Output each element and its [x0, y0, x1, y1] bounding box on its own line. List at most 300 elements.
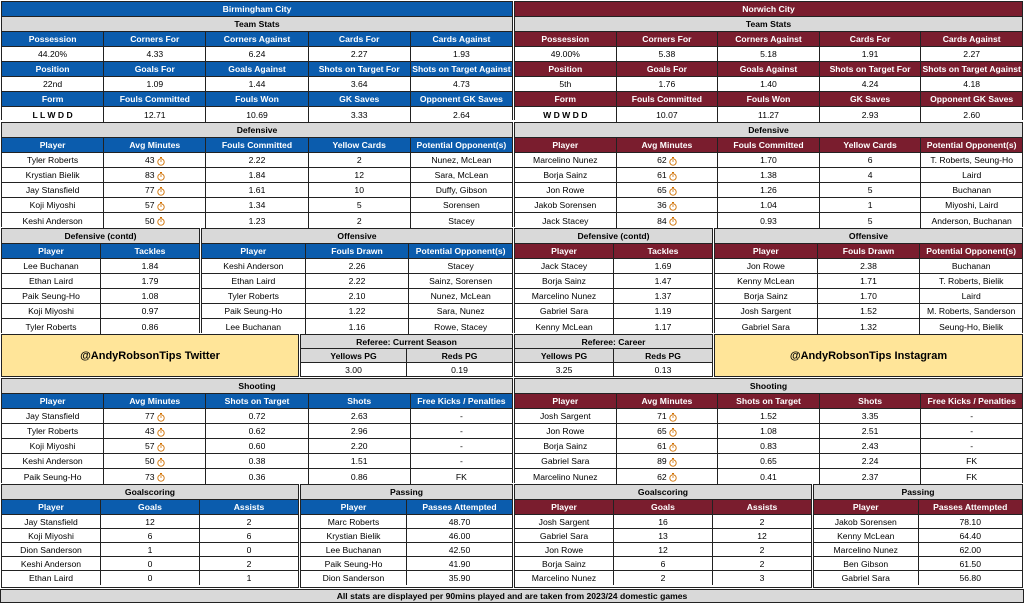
player-name — [515, 529, 614, 542]
section-title: Shooting — [515, 379, 1022, 393]
cell-value — [718, 454, 820, 468]
instagram-handle[interactable]: @AndyRobsonTips Instagram — [715, 335, 1022, 376]
cell-value — [820, 469, 922, 484]
stat-header: Position — [515, 62, 617, 76]
cell-value — [411, 168, 512, 182]
cell-text: 2 — [660, 573, 666, 583]
cell-value — [101, 529, 200, 542]
player-name — [202, 304, 306, 318]
footer-note: All stats are displayed per 90mins played and are taken from 2023/24 domestic games — [0, 589, 1024, 603]
cell-value — [920, 274, 1022, 288]
table-row — [715, 274, 1022, 289]
cell-text: 1.61 — [248, 185, 266, 195]
cell-text: 89 — [657, 456, 667, 466]
cell-value — [921, 168, 1022, 182]
table-row — [515, 439, 1022, 454]
cell-text: 2.51 — [861, 426, 879, 436]
cell-value — [713, 571, 811, 585]
cell-text: 2.24 — [861, 456, 879, 466]
cell-text: Marcelino Nunez — [833, 544, 898, 555]
cell-text: Paik Seung-Ho — [23, 471, 82, 482]
cell-text: 61.50 — [959, 558, 981, 569]
cell-value — [409, 259, 512, 273]
cell-value — [617, 439, 719, 453]
cell-value — [617, 409, 719, 423]
home-defensive-contd — [1, 228, 200, 333]
cell-text: 1.51 — [350, 456, 368, 466]
player-name — [515, 424, 617, 438]
cell-text: 41.90 — [448, 558, 471, 569]
cell-text: Kenny McLean — [737, 276, 795, 286]
cell-value — [614, 319, 712, 334]
cell-text: 36 — [657, 200, 667, 210]
cell-value — [306, 319, 410, 334]
col-header: Player — [2, 138, 104, 152]
cell-value — [101, 515, 200, 528]
col-header: Shots — [309, 394, 411, 408]
player-name — [715, 259, 818, 273]
cell-text: 5 — [356, 200, 362, 210]
cell-text: 2.10 — [348, 291, 366, 301]
cell-value — [104, 153, 206, 167]
table-row — [2, 319, 199, 334]
cell-text: M. Roberts, Sanderson — [926, 306, 1016, 316]
stat-value: 3.33 — [309, 107, 411, 122]
home-goalscoring — [1, 484, 299, 588]
reds-label: Reds PG — [614, 349, 712, 362]
stat-header: Fouls Committed — [104, 92, 206, 106]
section-title: Shooting — [2, 379, 512, 393]
cell-text: Ethan Laird — [29, 276, 73, 286]
cell-text: 1.52 — [760, 411, 777, 421]
cell-text: 83 — [145, 170, 155, 180]
cell-value — [101, 319, 199, 334]
cell-text: FK — [455, 471, 467, 482]
cell-text: 3 — [759, 573, 765, 583]
table-row — [2, 304, 199, 319]
cell-value — [104, 168, 206, 182]
table-row — [515, 183, 1022, 198]
cell-value — [921, 454, 1022, 468]
table-row — [2, 213, 512, 228]
col-header: Player — [715, 244, 818, 258]
stat-header: Corners Against — [206, 32, 308, 46]
cell-value — [309, 153, 411, 167]
cell-text: Gabriel Sara — [539, 530, 589, 541]
cell-value — [104, 198, 206, 212]
cell-value — [309, 183, 411, 197]
table-row — [515, 198, 1022, 213]
cell-text: - — [970, 441, 974, 451]
cell-value — [407, 529, 512, 542]
cell-value — [206, 153, 308, 167]
reds-label: Reds PG — [407, 349, 512, 362]
stat-value: 49.00% — [515, 47, 617, 61]
cell-text: 1.32 — [860, 321, 877, 332]
table-row — [2, 153, 512, 168]
cell-text: Sainz, Sorensen — [429, 276, 493, 286]
cell-value — [104, 454, 206, 468]
table-row — [814, 515, 1022, 529]
table-row — [814, 557, 1022, 571]
cell-text: 1.17 — [654, 321, 672, 332]
table-row — [814, 543, 1022, 557]
cell-text: 1.04 — [760, 200, 777, 210]
cell-value — [206, 469, 308, 484]
col-header: Potential Opponent(s) — [409, 244, 512, 258]
cell-value — [306, 259, 410, 273]
cell-text: Josh Sargent — [539, 411, 591, 421]
table-row — [515, 469, 1022, 484]
stat-header: Corners For — [104, 32, 206, 46]
cell-text: 2.96 — [350, 426, 368, 436]
player-name — [515, 543, 614, 556]
player-name — [515, 319, 614, 334]
cell-text: 1 — [147, 544, 153, 555]
cell-text: Borja Sainz — [543, 170, 588, 180]
player-name — [515, 557, 614, 570]
cell-text: 12 — [354, 170, 364, 180]
cell-value — [306, 289, 410, 303]
cell-text: 0.86 — [350, 471, 368, 482]
cell-text: Tyler Roberts — [27, 155, 79, 165]
col-header: Fouls Drawn — [306, 244, 410, 258]
cell-value — [921, 183, 1022, 197]
player-name — [515, 469, 617, 484]
cell-value — [718, 213, 820, 228]
cell-text: Jack Stacey — [540, 261, 588, 271]
cell-text: Marcelino Nunez — [533, 471, 598, 482]
cell-value — [101, 571, 200, 585]
cell-text: 2 — [356, 215, 362, 226]
cell-text: 61 — [657, 170, 667, 180]
cell-value — [206, 183, 308, 197]
cell-text: 2.22 — [248, 155, 266, 165]
cell-text: 64.40 — [959, 530, 981, 541]
cell-value — [820, 409, 922, 423]
cell-text: Buchanan — [951, 261, 991, 271]
stopwatch-icon — [669, 172, 677, 181]
player-name — [515, 259, 614, 273]
cell-text: 2.37 — [861, 471, 879, 482]
cell-value — [104, 424, 206, 438]
col-header: Player — [515, 394, 617, 408]
cell-value — [309, 409, 411, 423]
col-header: Player — [515, 244, 614, 258]
col-header: Player — [814, 500, 919, 514]
stat-value: 1.40 — [718, 77, 820, 91]
table-row — [2, 274, 199, 289]
player-name — [515, 304, 614, 318]
cell-value — [818, 304, 921, 318]
cell-text: 10 — [354, 185, 364, 195]
cell-text: 2.26 — [348, 261, 366, 271]
col-header: Yellow Cards — [820, 138, 922, 152]
table-row — [515, 557, 811, 571]
cell-text: Duffy, Gibson — [435, 185, 488, 195]
cell-text: Jon Rowe — [544, 544, 584, 555]
cell-value — [101, 274, 199, 288]
stat-header: Form — [2, 92, 104, 106]
cell-text: 57 — [145, 200, 155, 210]
cell-text: 2 — [246, 516, 252, 527]
table-row — [2, 183, 512, 198]
cell-value — [718, 153, 820, 167]
cell-text: 12 — [757, 530, 767, 541]
cell-text: Sara, Nunez — [436, 306, 485, 316]
cell-text: 2.63 — [350, 411, 368, 421]
stat-header: Opponent GK Saves — [921, 92, 1022, 106]
referee-career-title: Referee: Career — [515, 335, 712, 348]
stopwatch-icon — [669, 473, 677, 482]
stat-value: 5.38 — [617, 47, 719, 61]
player-name — [814, 557, 919, 570]
cell-text: 62 — [657, 155, 667, 165]
player-name — [301, 515, 407, 528]
col-header: Fouls Committed — [206, 138, 308, 152]
table-row — [2, 424, 512, 439]
col-header: Assists — [713, 500, 811, 514]
player-name — [2, 304, 101, 318]
cell-text: 1.84 — [248, 170, 266, 180]
stat-value: 12.71 — [104, 107, 206, 122]
table-row — [2, 515, 298, 529]
cell-text: 2.43 — [861, 441, 879, 451]
cell-text: 6 — [867, 155, 873, 165]
stat-header: Possession — [515, 32, 617, 46]
cell-value — [919, 515, 1023, 528]
away-shooting — [514, 378, 1023, 483]
stat-value: 5.18 — [718, 47, 820, 61]
cell-text: 35.90 — [448, 573, 471, 583]
player-name — [202, 259, 306, 273]
cell-text: - — [970, 411, 974, 421]
stopwatch-icon — [669, 413, 677, 422]
player-name — [2, 289, 101, 303]
cell-text: Paik Seung-Ho — [324, 558, 383, 569]
twitter-handle[interactable]: @AndyRobsonTips Twitter — [2, 335, 298, 376]
player-name — [2, 153, 104, 167]
stopwatch-icon — [157, 428, 165, 437]
section-title: Offensive — [202, 229, 512, 243]
cell-text: 50 — [145, 215, 155, 226]
player-name — [301, 529, 407, 542]
col-header: Goals — [101, 500, 200, 514]
stat-header: Cards Against — [921, 32, 1022, 46]
cell-value — [200, 557, 298, 570]
cell-text: 2.20 — [350, 441, 368, 451]
cell-text: Gabriel Sara — [541, 456, 590, 466]
cell-text: Ben Gibson — [843, 558, 889, 569]
cell-value — [206, 454, 308, 468]
table-row — [515, 304, 712, 319]
col-header: Player — [2, 244, 101, 258]
cell-text: - — [970, 426, 974, 436]
cell-text: Jay Stansfield — [24, 516, 78, 527]
table-row — [515, 515, 811, 529]
player-name — [202, 289, 306, 303]
player-name — [515, 454, 617, 468]
cell-text: 12 — [658, 544, 668, 555]
section-title: Goalscoring — [2, 485, 298, 499]
cell-text: Marcelino Nunez — [533, 155, 598, 165]
cell-text: Keshi Anderson — [20, 558, 82, 569]
cell-value — [920, 304, 1022, 318]
cell-text: FK — [966, 456, 978, 466]
cell-value — [101, 304, 199, 318]
stat-value: 2.27 — [309, 47, 411, 61]
cell-text: 62.00 — [959, 544, 981, 555]
cell-value — [104, 213, 206, 228]
home-passing — [300, 484, 513, 588]
table-row — [515, 319, 712, 334]
player-name — [2, 543, 101, 556]
stat-value: 4.24 — [820, 77, 922, 91]
table-row — [2, 469, 512, 484]
table-row — [715, 319, 1022, 334]
player-name — [515, 183, 617, 197]
instagram-promo[interactable] — [714, 334, 1023, 377]
cell-value — [407, 571, 512, 585]
player-name — [2, 274, 101, 288]
cell-text: 42.50 — [448, 544, 471, 555]
cell-text: 84 — [657, 215, 667, 226]
cell-text: 1 — [867, 200, 873, 210]
cell-value — [614, 259, 712, 273]
cell-value — [713, 529, 811, 542]
section-title: Defensive (contd) — [515, 229, 712, 243]
team-stats-label: Team Stats — [2, 17, 512, 31]
stat-header: Shots on Target For — [820, 62, 922, 76]
cell-text: 46.00 — [448, 530, 471, 541]
cell-value — [921, 469, 1022, 484]
cell-text: 50 — [145, 456, 155, 466]
cell-text: 2 — [759, 544, 765, 555]
form-value: L L W D D — [2, 107, 104, 122]
cell-text: 77 — [145, 411, 155, 421]
col-header: Passes Attempted — [407, 500, 512, 514]
table-row — [515, 529, 811, 543]
cell-text: 1.70 — [860, 291, 877, 301]
cell-value — [309, 469, 411, 484]
stat-header: Goals Against — [206, 62, 308, 76]
table-row — [202, 289, 512, 304]
cell-text: 0.72 — [248, 411, 266, 421]
stat-value: 11.27 — [718, 107, 820, 122]
cell-text: Marcelino Nunez — [531, 291, 597, 301]
cell-value — [919, 557, 1023, 570]
cell-value — [921, 409, 1022, 423]
cell-value — [820, 439, 922, 453]
cell-text: Tyler Roberts — [25, 321, 77, 332]
col-header: Fouls Drawn — [818, 244, 921, 258]
table-row — [202, 304, 512, 319]
table-row — [2, 543, 298, 557]
cell-text: 2.38 — [860, 261, 877, 271]
cell-text: 0 — [147, 558, 153, 569]
player-name — [2, 424, 104, 438]
cell-value — [614, 529, 713, 542]
stopwatch-icon — [157, 217, 165, 226]
col-header: Free Kicks / Penalties — [411, 394, 512, 408]
section-title: Defensive (contd) — [2, 229, 199, 243]
cell-text: Jay Stansfield — [25, 185, 80, 195]
player-name — [2, 319, 101, 334]
stat-value: 4.73 — [411, 77, 512, 91]
table-row — [715, 289, 1022, 304]
player-name — [2, 529, 101, 542]
cell-value — [411, 454, 512, 468]
cell-text: Gabriel Sara — [539, 306, 589, 316]
stat-header: GK Saves — [309, 92, 411, 106]
cell-text: 1.52 — [860, 306, 877, 316]
col-header: Avg Minutes — [617, 138, 719, 152]
stat-value: 1.91 — [820, 47, 922, 61]
cell-text: FK — [966, 471, 978, 482]
col-header: Tackles — [101, 244, 199, 258]
cell-text: Gabriel Sara — [741, 321, 790, 332]
twitter-promo[interactable] — [1, 334, 299, 377]
table-row — [515, 213, 1022, 228]
cell-text: 0.65 — [760, 456, 777, 466]
col-header: Potential Opponent(s) — [921, 138, 1022, 152]
player-name — [515, 198, 617, 212]
col-header: Passes Attempted — [919, 500, 1023, 514]
cell-value — [713, 557, 811, 570]
player-name — [515, 571, 614, 585]
cell-text: 3.35 — [861, 411, 879, 421]
stat-header: Fouls Won — [206, 92, 308, 106]
table-row — [202, 259, 512, 274]
player-name — [301, 571, 407, 585]
player-name — [2, 183, 104, 197]
player-name — [2, 469, 104, 484]
cell-value — [411, 153, 512, 167]
cell-value — [718, 409, 820, 423]
home-team-name: Birmingham City — [2, 2, 512, 16]
table-row — [715, 259, 1022, 274]
cell-value — [617, 454, 719, 468]
stat-header: Corners Against — [718, 32, 820, 46]
cell-value — [411, 183, 512, 197]
cell-value — [306, 304, 410, 318]
cell-text: 0.97 — [141, 306, 159, 316]
cell-value — [206, 439, 308, 453]
player-name — [2, 439, 104, 453]
cell-value — [921, 198, 1022, 212]
player-name — [202, 274, 306, 288]
cell-value — [101, 557, 200, 570]
stat-value: 10.69 — [206, 107, 308, 122]
cell-text: 65 — [657, 426, 667, 436]
stat-value: 44.20% — [2, 47, 104, 61]
cell-value — [101, 259, 199, 273]
cell-value — [614, 571, 713, 585]
cell-text: Ethan Laird — [231, 276, 276, 286]
cell-text: 0.38 — [248, 456, 266, 466]
cell-text: Stacey — [447, 261, 474, 271]
table-row — [2, 557, 298, 571]
cell-text: 1.16 — [348, 321, 366, 332]
cell-text: Koji Miyoshi — [29, 200, 76, 210]
cell-value — [409, 289, 512, 303]
away-passing — [813, 484, 1023, 588]
cell-value — [206, 198, 308, 212]
away-offensive — [714, 228, 1023, 333]
cell-text: 56.80 — [959, 573, 981, 583]
cell-text: Laird — [961, 291, 981, 301]
cell-text: Jon Rowe — [546, 426, 585, 436]
